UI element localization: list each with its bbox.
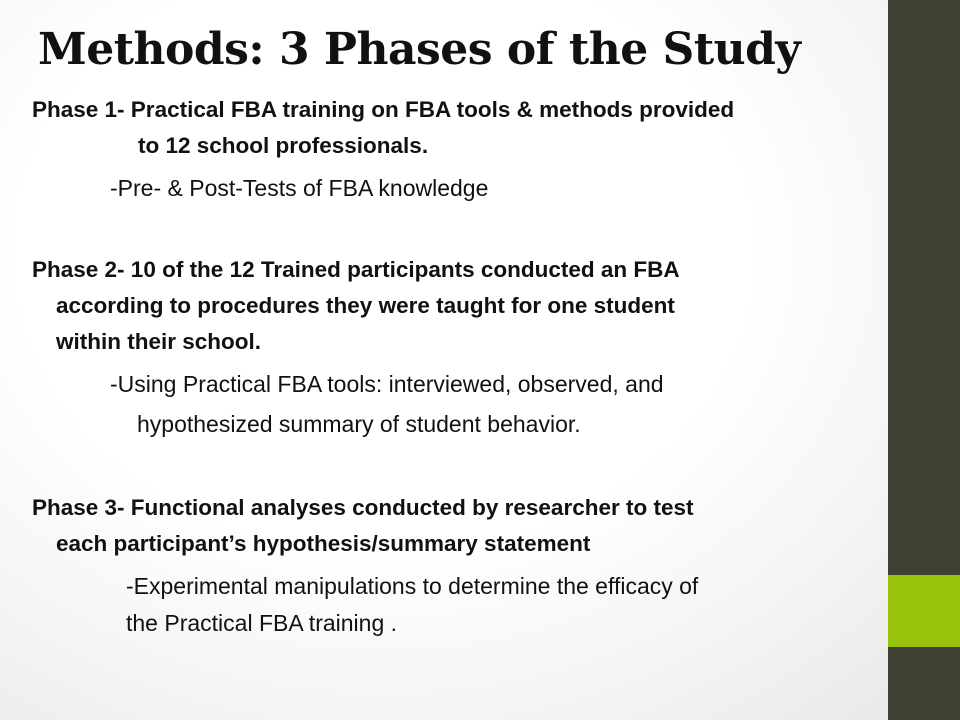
phase3-detail-cont: the Practical FBA training . <box>126 610 398 636</box>
phase3-detail: -Experimental manipulations to determine the efficacy of <box>126 573 699 599</box>
phase1-detail: -Pre- & Post-Tests of FBA knowledge <box>110 175 489 201</box>
sidebar-accent-block <box>888 575 960 647</box>
phase2-detail: -Using Practical FBA tools: interviewed, observed, and <box>110 371 664 397</box>
phase1-heading: Phase 1- Practical FBA training on FBA tools & methods provided <box>32 97 735 122</box>
phase2-heading-cont-2: within their school. <box>56 329 262 354</box>
phase1-heading-cont: to 12 school professionals. <box>138 133 429 158</box>
slide-title: Methods: 3 Phases of the Study <box>38 24 801 75</box>
phase2-detail-cont: hypothesized summary of student behavior. <box>137 411 581 437</box>
phase3-heading: Phase 3- Functional analyses conducted by researcher to test <box>32 495 694 520</box>
phase2-heading-cont: according to procedures they were taught for one student <box>56 293 675 318</box>
phase2-heading: Phase 2- 10 of the 12 Trained participants conducted an FBA <box>32 257 680 282</box>
phase3-heading-cont: each participant’s hypothesis/summary statement <box>56 531 591 556</box>
